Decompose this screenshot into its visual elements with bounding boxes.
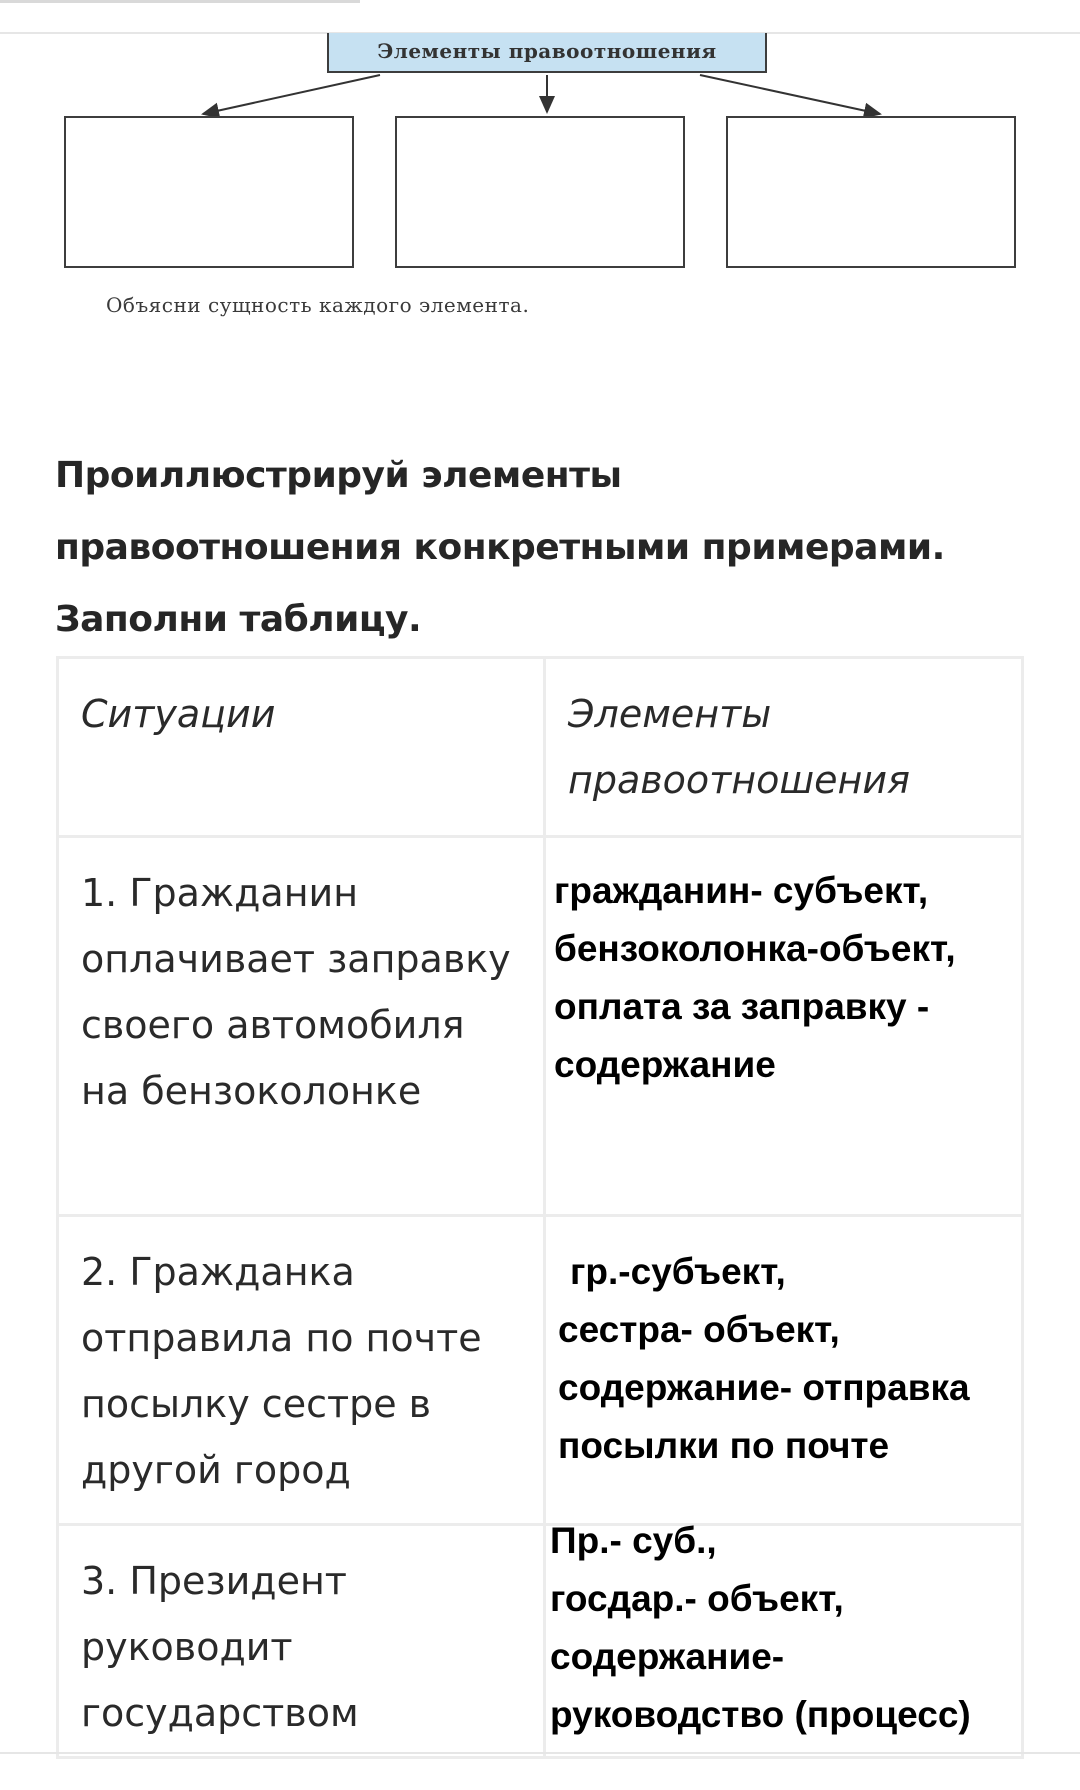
handwritten-answer: [546, 1217, 1021, 1475]
diagram-caption: Объясни сущность каждого элемента.: [106, 293, 530, 317]
diagram-header: Элементы правоотношения: [327, 33, 767, 73]
answer-line: гр.-субъект,: [570, 1251, 786, 1292]
arrow-right: [700, 75, 880, 114]
legal-relation-diagram: [0, 0, 1080, 340]
table-cell: [58, 837, 545, 1216]
diagram-empty-box-1: [64, 116, 354, 268]
answer-line: оплата за заправку -: [554, 986, 930, 1027]
answer-line: госдар.- объект,: [550, 1578, 844, 1619]
handwritten-answer: [546, 1512, 1021, 1744]
table-cell: [545, 837, 1023, 1216]
table-cell: [545, 1216, 1023, 1525]
answer-line: руководство (процесс): [550, 1694, 971, 1735]
header-elements: Элементы правоотношения: [568, 692, 910, 802]
table-row: [58, 1216, 1023, 1525]
question-line: Проиллюстрируй элементы: [55, 455, 622, 496]
diagram-empty-box-2: [395, 116, 685, 268]
situation-text: 2. Гражданка отправила по почте посылку сестре в другой город: [81, 1250, 482, 1492]
table-cell: [58, 1525, 545, 1758]
situation-text: 3. Президент руководит государством: [81, 1559, 359, 1735]
table-cell: [545, 1520, 1023, 1758]
handwritten-answer: [546, 838, 1021, 1094]
table-header-row: [58, 658, 1023, 837]
answer-table: [56, 656, 1024, 1759]
question-line: правоотношения конкретными примерами.: [55, 527, 945, 568]
table-cell: [58, 1216, 545, 1525]
answer-line: сестра- объект,: [558, 1309, 840, 1350]
table-row: [58, 1525, 1023, 1758]
answer-line: Пр.- суб.,: [550, 1520, 717, 1561]
table-header-cell: [58, 658, 545, 837]
diagram-empty-box-3: [726, 116, 1016, 268]
situation-text: 1. Гражданин оплачивает заправку своего автомобиля на бензоколонке: [81, 871, 511, 1113]
table-row: [58, 837, 1023, 1216]
answer-line: посылки по почте: [558, 1425, 890, 1466]
answer-line: содержание: [554, 1044, 776, 1085]
answer-line: содержание-: [550, 1636, 785, 1677]
answer-line: бензоколонка-объект,: [554, 928, 956, 969]
bottom-divider: [0, 1752, 1080, 1754]
question-text: [55, 440, 1035, 656]
answer-line: содержание- отправка: [558, 1367, 970, 1408]
question-line: Заполни таблицу.: [55, 599, 422, 640]
header-situations: Ситуации: [81, 692, 276, 736]
arrow-left: [203, 75, 380, 114]
table-header-cell: [545, 658, 1023, 837]
answer-line: гражданин- субъект,: [554, 870, 929, 911]
